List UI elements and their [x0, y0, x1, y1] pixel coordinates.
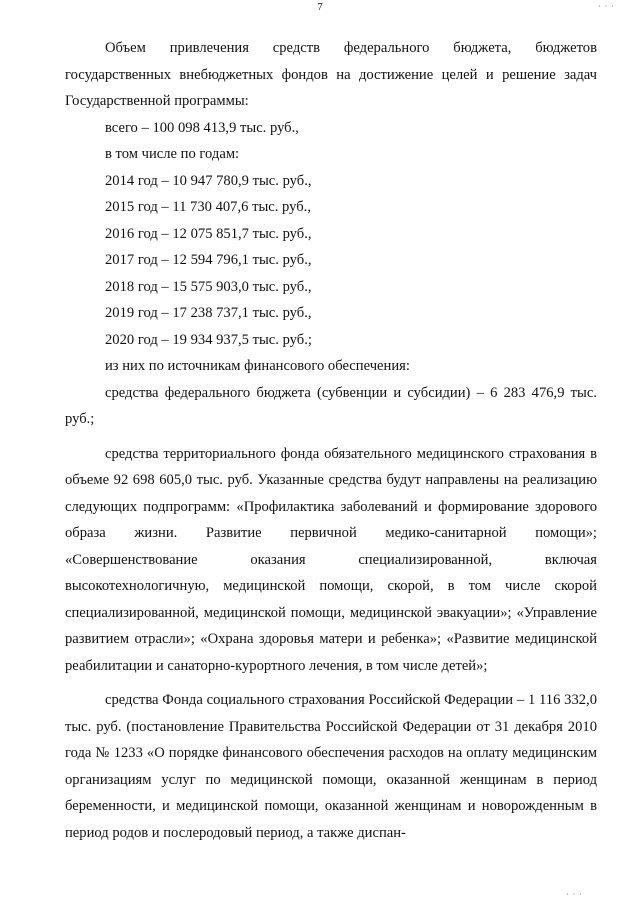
sources-line: из них по источникам финансового обеспечения:	[105, 358, 410, 374]
year-2016-line: 2016 год – 12 075 851,7 тыс. руб.,	[105, 225, 312, 242]
by-years-line: в том числе по годам:	[105, 146, 240, 162]
year-2017-line: 2017 год – 12 594 796,1 тыс. руб.,	[105, 252, 312, 268]
document-body	[65, 35, 597, 846]
scan-artifact-top: · · ·	[598, 2, 615, 11]
scan-artifact-bottom: · · ·	[566, 890, 583, 899]
social-insurance-paragraph: средства Фонда социального страхования Российской Федерации – 1 116 332,0 тыс. руб. (постановление Правительства Российской Федерации от 31 декабря 2010 года № 1233 «О порядке финансового обеспечения расходов на оплату медицинским организациям услуг по медицинской помощи, оказанной женщинам в период беременности, и медицинской помощи, оказанной женщинам и новорожденным в период родов и послеродовый период, а также диспан-	[65, 692, 597, 841]
year-2020-line: 2020 год – 19 934 937,5 тыс. руб.;	[105, 331, 312, 348]
page-number: 7	[317, 1, 323, 13]
year-2015-line: 2015 год – 11 730 407,6 тыс. руб.,	[105, 199, 311, 215]
intro-paragraph: Объем привлечения средств федерального бюджета, бюджетов государственных внебюджетных фондов на достижение целей и решение задач Государственной программы:	[65, 40, 597, 109]
year-2014-line: 2014 год – 10 947 780,9 тыс. руб.,	[105, 172, 312, 189]
year-2018-line: 2018 год – 15 575 903,0 тыс. руб.,	[105, 278, 312, 295]
total-line: всего – 100 098 413,9 тыс. руб.,	[105, 119, 299, 136]
year-2019-line: 2019 год – 17 238 737,1 тыс. руб.,	[105, 305, 312, 321]
territorial-fund-paragraph: средства территориального фонда обязательного медицинского страхования в объеме 92 698 605,0 тыс. руб. Указанные средства будут направлены на реализацию следующих подпрограмм: «Профилактика заболеваний и формирование здорового образа жизни. Развитие первичной медико-санитарной помощи»; «Совершенствование оказания специализированной, включая высокотехнологичную, медицинской помощи, скорой, в том числе скорой специализированной, медицинской помощи, медицинской эвакуации»; «Управление развитием отрасли»; «Охрана здоровья матери и ребенка»; «Развитие медицинской реабилитации и санаторно-курортного лечения, в том числе детей»;	[65, 445, 597, 674]
federal-budget-paragraph: средства федерального бюджета (субвенции и субсидии) – 6 283 476,9 тыс. руб.;	[65, 384, 597, 427]
